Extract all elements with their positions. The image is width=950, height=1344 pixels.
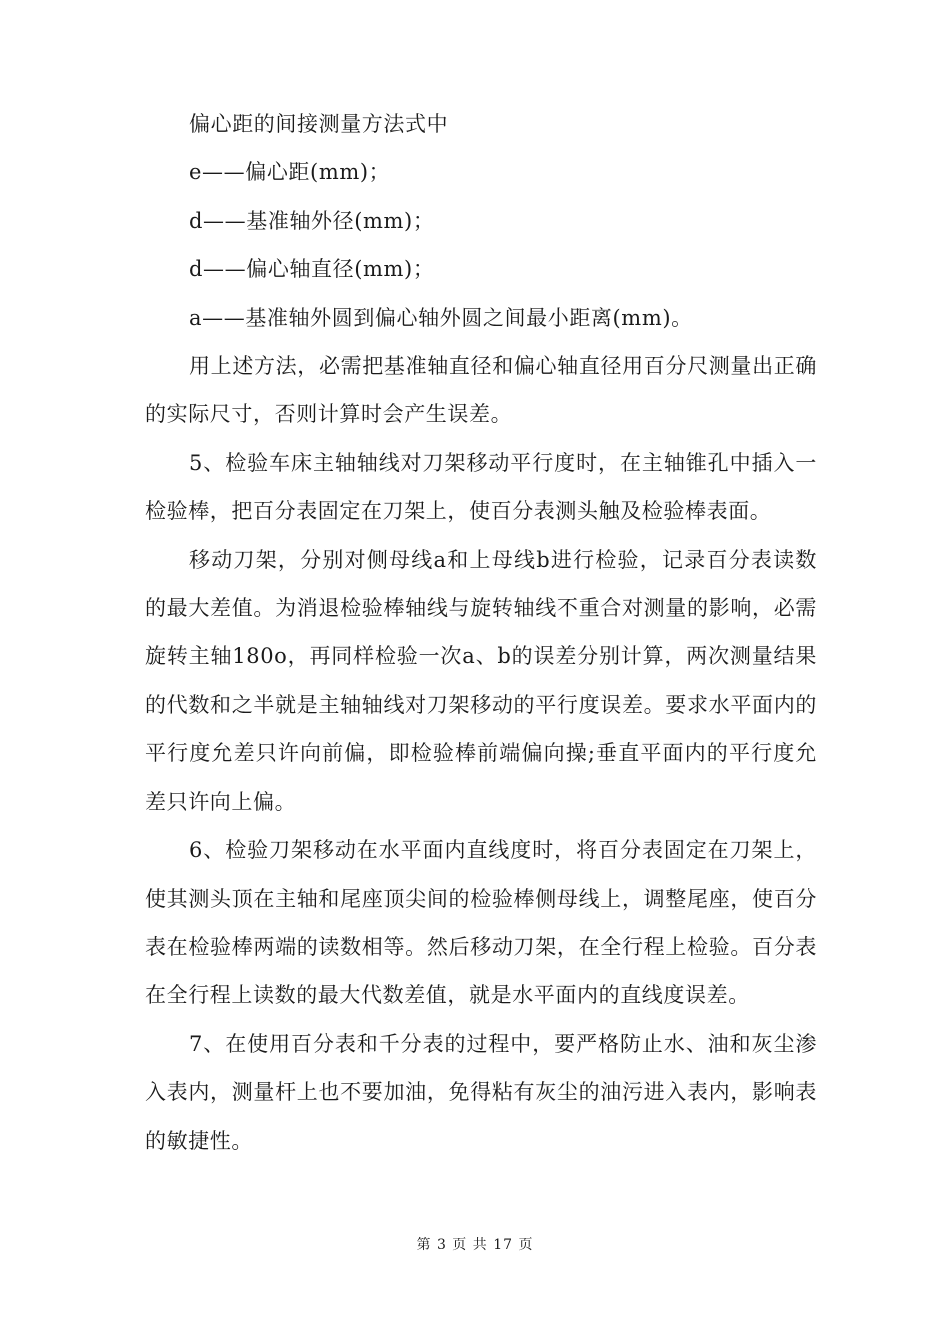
paragraph-def-e: e——偏心距(mm)； <box>189 160 391 185</box>
paragraph-item-5-continued: 移动刀架，分别对侧母线a和上母线b进行检验，记录百分表读数的最大差值。为消退检验棒轴线与旋转轴线不重合对测量的影响，必需旋转主轴180o，再同样检验一次a、b的误差分别计算，两次测量结果的代数和之半就是主轴轴线对刀架移动的平行度误差。要求水平面内的平行度允差只许向前偏，即检验棒前端偏向操;垂直平面内的平行度允差只许向上偏。 <box>145 547 817 814</box>
paragraph-item-6: 6、检验刀架移动在水平面内直线度时，将百分表固定在刀架上，使其测头顶在主轴和尾座顶尖间的检验棒侧母线上，调整尾座，使百分表在检验棒两端的读数相等。然后移动刀架，在全行程上检验。百分表在全行程上读数的最大代数差值，就是水平面内的直线度误差。 <box>145 838 817 1008</box>
paragraph-formula-intro: 偏心距的间接测量方法式中 <box>189 112 449 136</box>
paragraph-method-note: 用上述方法，必需把基准轴直径和偏心轴直径用百分尺测量出正确的实际尺寸，否则计算时会产生误差。 <box>145 354 817 427</box>
page-number-footer: 第 3 页 共 17 页 <box>416 1237 534 1253</box>
page-body <box>145 100 817 1165</box>
paragraph-def-d-base: d——基准轴外径(mm)； <box>189 208 435 233</box>
paragraph-item-7: 7、在使用百分表和千分表的过程中，要严格防止水、油和灰尘渗入表内，测量杆上也不要加油，免得粘有灰尘的油污进入表内，影响表的敏捷性。 <box>145 1031 817 1153</box>
paragraph-item-5: 5、检验车床主轴轴线对刀架移动平行度时，在主轴锥孔中插入一检验棒，把百分表固定在刀架上，使百分表测头触及检验棒表面。 <box>145 450 817 524</box>
paragraph-def-a: a——基准轴外圆到偏心轴外圆之间最小距离(mm)。 <box>189 305 693 330</box>
paragraph-def-d-eccentric: d——偏心轴直径(mm)； <box>189 257 435 282</box>
